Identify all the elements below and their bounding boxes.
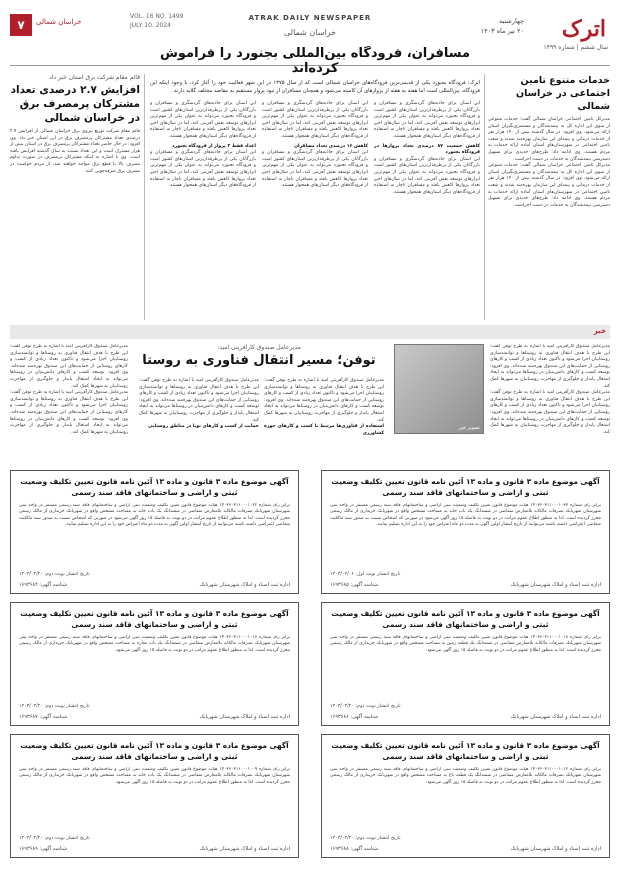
middle-body-text: مدیرعامل صندوق کارآفرینی امید با اشاره به طرح توفن گفت: این طرح با هدف انتقال فناوری به روستاها و توانمندسازی روستاییان اجرا می‌شود و تاکنون تعداد زیادی از کسب و کارهای روستایی از حمایت‌های این صندوق بهره‌مند شده‌اند. وی افزود: توسعه کسب و کارهای دانش‌بنیان در روستاها می‌تواند به ایجاد اشتغال پایدار و جلوگیری از مهاجرت روستاییان به شهرها کمک کند. — [10, 390, 128, 435]
sidebar-left-title: افزایش ۲.۷ درصدی تعداد مشترکان پرمصرف برق در خراسان شمالی — [10, 84, 140, 124]
ad-office: اداره ثبت اسناد و املاک شهرستان شهربابک — [199, 582, 290, 588]
middle-column — [139, 378, 259, 437]
newspaper-logo[interactable] — [532, 10, 610, 60]
column-divider — [144, 74, 145, 320]
lead-columns — [150, 101, 480, 196]
lead-body-text: این استان برای جاذبه‌های گردشگری و مسافران و بازرگانان یکی از پرطرفدارترین استان‌های کشور است و فرودگاه بجنورد می‌تواند به عنوان یکی از مهم‌ترین ابزارهای توسعه نقش آفرینی کند، اما در سال‌های اخیر تعداد پروازها کاهش یافته و مسافران ناچار به استفاده از فرودگاه‌های دیگر استان‌های همجوار هستند. — [262, 101, 368, 139]
ad-body: برابر رأی شماره ۱۴۰۳۶۰۳۱۱۰۰۰۱۰۳۳ هیات موضوع قانون تعیین تکلیف وضعیت ثبتی اراضی و ساختمانهای فاقد سند رسمی مستقر در واحد ثبتی شهرستان شهربابک تصرفات مالکانه بلامعارض متقاضی در ششدانگ یک باب خانه به مساحت مشخص واقع در شهربابک خریداری از مالک رسمی محرز گردیده است. لذا به منظور اطلاع عموم مراتب در دو نوبت به فاصله ۱۵ روز آگهی می‌شود در صورتی که اشخاص نسبت به صدور سند مالکیت متقاضی اعتراضی داشته باشند می‌توانند از تاریخ انتشار اولین آگهی به مدت دو ماه اعتراض خود را به این اداره تسلیم نمایند. — [330, 503, 601, 528]
issue-date — [481, 16, 524, 36]
middle-body-text: مدیرعامل صندوق کارآفرینی امید با اشاره به طرح توفن گفت: این طرح با هدف انتقال فناوری به روستاها و توانمندسازی روستاییان اجرا می‌شود و تاکنون تعداد زیادی از کسب و کارهای روستایی از حمایت‌های این صندوق بهره‌مند شده‌اند. وی افزود: توسعه کسب و کارهای دانش‌بنیان در روستاها می‌تواند به ایجاد اشتغال پایدار و جلوگیری از مهاجرت روستاییان به شهرها کمک کند. — [10, 344, 128, 389]
ad-office: اداره ثبت اسناد و املاک شهرستان شهربابک — [199, 714, 290, 720]
ad-publish-date: تاریخ انتشار نوبت دوم: ۱۴۰۳/۰۴/۲۰ — [330, 836, 401, 841]
ad-code: شناسه آگهی: ۱۶۹۳۶۸۷ — [19, 714, 68, 720]
lead-summary: اترک: فرودگاه بجنورد یکی از قدیمی‌ترین فرودگاه‌های خراسان شمالی است که از سال ۱۳۷۵ در این شهر فعالیت خود را آغاز کرد، با وجود اینکه این فرودگاه، بین‌المللی است اما هفته به هفته از پروازهای آن کاسته می‌شود و همچنان مسافران از نبود پرواز مستقیم به مقاصد مختلف گلایه دارند. — [150, 80, 480, 94]
section-title: خراسان شمالی — [283, 28, 336, 37]
lead-column — [262, 101, 368, 196]
sidebar-left-kicker: قائم مقام شرکت برق استان خبر داد — [49, 74, 140, 81]
ad-title: آگهی موضوع ماده ۳ قانون و ماده ۱۳ آئین نامه قانون تعیین تکلیف وضعیت ثبتی و اراضی و ساختمانهای فاقد سند رسمی — [331, 477, 600, 497]
lead-article[interactable] — [150, 46, 480, 320]
middle-body-text: مدیرعامل صندوق کارآفرینی امید با اشاره به طرح توفن گفت: این طرح با هدف انتقال فناوری به روستاها و توانمندسازی روستاییان اجرا می‌شود و تاکنون تعداد زیادی از کسب و کارهای روستایی از حمایت‌های این صندوق بهره‌مند شده‌اند. وی افزود: توسعه کسب و کارهای دانش‌بنیان در روستاها می‌تواند به ایجاد اشتغال پایدار و جلوگیری از مهاجرت روستاییان به شهرها کمک کند. — [490, 390, 610, 435]
middle-body-text: مدیرعامل صندوق کارآفرینی امید با اشاره به طرح توفن گفت: این طرح با هدف انتقال فناوری به روستاها و توانمندسازی روستاییان اجرا می‌شود و تاکنون تعداد زیادی از کسب و کارهای روستایی از حمایت‌های این صندوق بهره‌مند شده‌اند. وی افزود: توسعه کسب و کارهای دانش‌بنیان در روستاها می‌تواند به ایجاد اشتغال پایدار و جلوگیری از مهاجرت روستاییان به شهرها کمک کند. — [139, 378, 259, 423]
ad-title: آگهی موضوع ماده ۳ قانون و ماده ۱۳ آئین نامه قانون تعیین تکلیف وضعیت ثبتی و اراضی و ساختمانهای فاقد سند رسمی — [20, 477, 289, 497]
ad-code: شناسه آگهی: ۱۶۹۳۶۸۵ — [330, 582, 379, 588]
ad-title: آگهی موضوع ماده ۳ قانون و ماده ۱۳ آئین نامه قانون تعیین تکلیف وضعیت ثبتی و اراضی و ساختمانهای فاقد سند رسمی — [331, 741, 600, 761]
logo-wordmark: اترک — [561, 16, 606, 42]
middle-column — [264, 378, 384, 437]
middle-body-text: مدیرعامل صندوق کارآفرینی امید با اشاره به طرح توفن گفت: این طرح با هدف انتقال فناوری به روستاها و توانمندسازی روستاییان اجرا می‌شود و تاکنون تعداد زیادی از کسب و کارهای روستایی از حمایت‌های این صندوق بهره‌مند شده‌اند. وی افزود: توسعه کسب و کارهای دانش‌بنیان در روستاها می‌تواند به ایجاد اشتغال پایدار و جلوگیری از مهاجرت روستاییان به شهرها کمک کند. — [490, 344, 610, 389]
news-section-bar — [10, 325, 610, 339]
ad-office: اداره ثبت اسناد و املاک شهرستان شهربابک — [510, 582, 601, 588]
sidebar-right-article[interactable] — [488, 74, 610, 320]
ad-publish-date: تاریخ انتشار نوبت دوم: ۱۴۰۳/۰۴/۲۰ — [19, 572, 90, 577]
lead-body-text: این استان برای جاذبه‌های گردشگری و مسافران و بازرگانان یکی از پرطرفدارترین استان‌های کشور است و فرودگاه بجنورد می‌تواند به عنوان یکی از مهم‌ترین ابزارهای توسعه نقش آفرینی کند، اما در سال‌های اخیر تعداد پروازها کاهش یافته و مسافران ناچار به استفاده از فرودگاه‌های دیگر استان‌های همجوار هستند. — [374, 156, 480, 195]
ad-publish-date: تاریخ انتشار نوبت اول: ۱۴۰۳/۰۴/۰۶ — [330, 572, 401, 577]
column-divider — [484, 74, 485, 320]
legal-notice-ad[interactable] — [10, 734, 299, 858]
lead-column — [150, 101, 256, 196]
ad-title: آگهی موضوع ماده ۳ قانون و ماده ۱۳ آئین نامه قانون تعیین تکلیف وضعیت ثبتی و اراضی و ساختمانهای فاقد سند رسمی — [20, 609, 289, 629]
lead-subhead: کاهش ۱۶ درصدی تعداد مسافران — [294, 143, 368, 149]
lead-body-text: این استان برای جاذبه‌های گردشگری و مسافران و بازرگانان یکی از پرطرفدارترین استان‌های کشور است و فرودگاه بجنورد می‌تواند به عنوان یکی از مهم‌ترین ابزارهای توسعه نقش آفرینی کند، اما در سال‌های اخیر تعداد پروازها کاهش یافته و مسافران ناچار به استفاده از فرودگاه‌های دیگر استان‌های همجوار هستند. — [150, 101, 256, 139]
lead-body-text: این استان برای جاذبه‌های گردشگری و مسافران و بازرگانان یکی از پرطرفدارترین استان‌های کشور است و فرودگاه بجنورد می‌تواند به عنوان یکی از مهم‌ترین ابزارهای توسعه نقش آفرینی کند، اما در سال‌های اخیر تعداد پروازها کاهش یافته و مسافران ناچار به استفاده از فرودگاه‌های دیگر استان‌های همجوار هستند. — [150, 150, 256, 189]
ad-code: شناسه آگهی: ۱۶۹۳۶۸۹ — [19, 846, 68, 852]
legal-notice-ad[interactable] — [321, 734, 610, 858]
sidebar-left-body: قائم مقام شرکت توزیع نیروی برق خراسان شمالی از افزایش ۲.۷ درصدی تعداد مشترکان پرمصرف برق در این استان خبر داد. وی افزود: در حال حاضر تعداد مشترکان پرمصرف برق در استان بیش از هزار مشترک است و این تعداد نسبت به سال گذشته افزایش یافته است. وی با اشاره به اینکه مشترکان پرمصرف در صورت تداوم مصرف بالا با قطع برق مواجه خواهند شد، از مردم خواست در مصرف برق صرفه‌جویی کنند. — [10, 129, 140, 174]
ad-title: آگهی موضوع ماده ۳ قانون و ماده ۱۳ آئین نامه قانون تعیین تکلیف وضعیت ثبتی و اراضی و ساختمانهای فاقد سند رسمی — [331, 609, 600, 629]
legal-notice-ad[interactable] — [321, 602, 610, 726]
middle-column — [10, 344, 128, 436]
lead-column — [374, 101, 480, 196]
lead-title: مسافران، فرودگاه بین‌المللی بجنورد را فراموش کرده‌اند — [159, 46, 471, 76]
volume-number: VOL. 16 NO. 1499 — [130, 13, 184, 20]
ad-title: آگهی موضوع ماده ۳ قانون و ماده ۱۳ آئین نامه قانون تعیین تکلیف وضعیت ثبتی و اراضی و ساختمانهای فاقد سند رسمی — [20, 741, 289, 761]
legal-notice-ad[interactable] — [10, 470, 299, 594]
middle-subhead: استفاده از فناوری‌ها مرتبط با کسب و کارهای حوزه کشاورزی — [264, 424, 384, 436]
volume-info — [130, 12, 183, 30]
page-number-badge: ۷ — [10, 14, 32, 36]
volume-date: JULY 10. 2024 — [130, 22, 171, 29]
ad-office: اداره ثبت اسناد و املاک شهرستان شهربابک — [199, 846, 290, 852]
issue-date-text: ۲۰ تیر ماه ۱۴۰۳ — [480, 27, 524, 35]
middle-column — [490, 344, 610, 436]
section-tag: خراسان شمالی — [36, 18, 82, 26]
masthead-english: ATRAK DAILY NEWSPAPER — [248, 14, 372, 22]
ad-body: برابر رأی شماره ۱۴۰۳۶۰۳۱۱۰۰۰۱۰۰۹ هیات موضوع قانون تعیین تکلیف وضعیت ثبتی اراضی و ساختمانهای فاقد سند رسمی مستقر در واحد ثبتی شهرستان شهربابک تصرفات مالکانه بلامعارض متقاضی در ششدانگ یک باب خانه به مساحت مشخص واقع در شهربابک خریداری از مالک رسمی محرز گردیده است. لذا به منظور اطلاع عموم مراتب در دو نوبت به فاصله ۱۵ روز آگهی می‌شود. — [19, 767, 290, 785]
lead-body-text: این استان برای جاذبه‌های گردشگری و مسافران و بازرگانان یکی از پرطرفدارترین استان‌های کشور است و فرودگاه بجنورد می‌تواند به عنوان یکی از مهم‌ترین ابزارهای توسعه نقش آفرینی کند، اما در سال‌های اخیر تعداد پروازها کاهش یافته و مسافران ناچار به استفاده از فرودگاه‌های دیگر استان‌های همجوار هستند. — [262, 150, 368, 189]
ad-body: برابر رأی شماره ۱۴۰۳۶۰۳۱۱۰۰۰۱۰۱۲ هیات موضوع قانون تعیین تکلیف وضعیت ثبتی اراضی و ساختمانهای فاقد سند رسمی مستقر در واحد ثبتی شهرستان شهربابک تصرفات مالکانه بلامعارض متقاضی در ششدانگ یک قطعه باغ به مساحت مشخص واقع در شهربابک خریداری از مالک رسمی محرز گردیده است. لذا به منظور اطلاع عموم مراتب در دو نوبت به فاصله ۱۵ روز آگهی می‌شود. — [330, 767, 601, 785]
ad-body: برابر رأی شماره ۱۴۰۳۶۰۳۱۱۰۰۰۱۰۱۶ هیات موضوع قانون تعیین تکلیف وضعیت ثبتی اراضی و ساختمانهای فاقد سند رسمی مستقر در واحد ثبتی شهرستان شهربابک تصرفات مالکانه بلامعارض متقاضی در ششدانگ یک باب مغازه به مساحت مشخص واقع در شهربابک خریداری از مالک رسمی محرز گردیده است. لذا به منظور اطلاع عموم مراتب در دو نوبت به فاصله ۱۵ روز آگهی می‌شود. — [19, 635, 290, 653]
middle-article[interactable] — [10, 344, 610, 464]
legal-notice-ad[interactable] — [321, 470, 610, 594]
sidebar-right-body: مدیرکل تامین اجتماعی خراسان شمالی گفت: خدمات متنوعی از سوی این اداره کل به بیمه‌شدگان و مستمری‌بگیران استان ارائه می‌شود. وی افزود: در سال گذشته بیش از ۱۴۰ هزار نفر از خدمات درمانی و بیمه‌ای این سازمان بهره‌مند شدند و شعب تامین اجتماعی در شهرستان‌های استان آماده ارائه خدمات به مردم هستند. وی ادامه داد: طرح‌های جدیدی برای تسهیل دسترسی بیمه‌شدگان به خدمات در دست اجراست. — [488, 117, 610, 162]
legal-notice-ad[interactable] — [10, 602, 299, 726]
news-section-label: خبر — [593, 327, 606, 335]
issue-weekday: چهارشنبه — [499, 17, 524, 25]
ad-office: اداره ثبت اسناد و املاک شهرستان شهربابک — [510, 846, 601, 852]
ad-code: شناسه آگهی: ۱۶۹۳۶۸۶ — [330, 714, 379, 720]
lead-body-text: این استان برای جاذبه‌های گردشگری و مسافران و بازرگانان یکی از پرطرفدارترین استان‌های کشور است و فرودگاه بجنورد می‌تواند به عنوان یکی از مهم‌ترین ابزارهای توسعه نقش آفرینی کند، اما در سال‌های اخیر تعداد پروازها کاهش یافته و مسافران ناچار به استفاده از فرودگاه‌های دیگر استان‌های همجوار هستند. — [374, 101, 480, 139]
middle-heading — [134, 344, 384, 368]
ad-body: برابر رأی شماره ۱۴۰۳۶۰۳۱۱۰۰۰۱۰۱۸ هیات موضوع قانون تعیین تکلیف وضعیت ثبتی اراضی و ساختمانهای فاقد سند رسمی مستقر در واحد ثبتی شهرستان شهربابک تصرفات مالکانه بلامعارض متقاضی در ششدانگ یک قطعه زمین به مساحت مشخص واقع در شهربابک خریداری از مالک رسمی محرز گردیده است. لذا به منظور اطلاع عموم مراتب در دو نوبت به فاصله ۱۵ روز آگهی می‌شود. — [330, 635, 601, 653]
sidebar-right-title: خدمات متنوع تامین اجتماعی در خراسان شمالی — [515, 75, 610, 112]
ad-publish-date: تاریخ انتشار نوبت دوم: ۱۴۰۳/۰۴/۲۰ — [330, 704, 401, 709]
middle-title: توفن؛ مسیر انتقال فناوری به روستا — [142, 353, 376, 368]
middle-columns — [134, 378, 384, 437]
lead-subhead: اعداد فقط ۲ پرواز از فرودگاه بجنورد — [172, 143, 256, 149]
middle-subhead: حمایت از کسب و کارهای نوپا در مناطق روستایی — [148, 424, 259, 430]
sidebar-left-article[interactable] — [10, 74, 140, 320]
middle-body-text: مدیرعامل صندوق کارآفرینی امید با اشاره به طرح توفن گفت: این طرح با هدف انتقال فناوری به روستاها و توانمندسازی روستاییان اجرا می‌شود و تاکنون تعداد زیادی از کسب و کارهای روستایی از حمایت‌های این صندوق بهره‌مند شده‌اند. وی افزود: توسعه کسب و کارهای دانش‌بنیان در روستاها می‌تواند به ایجاد اشتغال پایدار و جلوگیری از مهاجرت روستاییان به شهرها کمک کند. — [264, 378, 384, 423]
middle-photo[interactable] — [394, 344, 484, 434]
lead-subhead: کاهش جمعیت ۸۷ درصدی تعداد پروازها در فرودگاه بجنورد — [374, 143, 480, 156]
photo-caption: تصویر خبر — [458, 425, 480, 431]
ad-body: برابر رأی شماره ۱۴۰۳۶۰۳۱۱۰۰۰۱۰۲۲ هیات موضوع قانون تعیین تکلیف وضعیت ثبتی اراضی و ساختمانهای فاقد سند رسمی مستقر در واحد ثبتی شهرستان شهربابک تصرفات مالکانه بلامعارض متقاضی در ششدانگ یک باب خانه به مساحت مشخص واقع در شهربابک خریداری از مالک رسمی محرز گردیده است. لذا به منظور اطلاع عموم مراتب در دو نوبت به فاصله ۱۵ روز آگهی می‌شود در صورتی که اشخاص نسبت به صدور سند مالکیت متقاضی اعتراضی داشته باشند می‌توانند از تاریخ انتشار اولین آگهی به مدت دو ماه اعتراض خود را به این اداره تسلیم نمایند. — [19, 503, 290, 528]
sidebar-right-body: مدیرکل تامین اجتماعی خراسان شمالی گفت: خدمات متنوعی از سوی این اداره کل به بیمه‌شدگان و مستمری‌بگیران استان ارائه می‌شود. وی افزود: در سال گذشته بیش از ۱۴۰ هزار نفر از خدمات درمانی و بیمه‌ای این سازمان بهره‌مند شدند و شعب تامین اجتماعی در شهرستان‌های استان آماده ارائه خدمات به مردم هستند. وی ادامه داد: طرح‌های جدیدی برای تسهیل دسترسی بیمه‌شدگان به خدمات در دست اجراست. — [488, 163, 610, 208]
ad-code: شناسه آگهی: ۱۶۹۳۶۸۴ — [19, 582, 68, 588]
ad-office: اداره ثبت اسناد و املاک شهرستان شهربابک — [510, 714, 601, 720]
logo-subline: سال ششم | شماره ۱۴۹۹ — [543, 44, 608, 51]
middle-kicker: مدیرعامل صندوق کارآفرینی امید: — [217, 344, 301, 351]
ad-code: شناسه آگهی: ۱۶۹۳۶۸۸ — [330, 846, 379, 852]
ad-publish-date: تاریخ انتشار نوبت دوم: ۱۴۰۳/۰۴/۲۰ — [19, 704, 90, 709]
ad-publish-date: تاریخ انتشار نوبت دوم: ۱۴۰۳/۰۴/۲۰ — [19, 836, 90, 841]
